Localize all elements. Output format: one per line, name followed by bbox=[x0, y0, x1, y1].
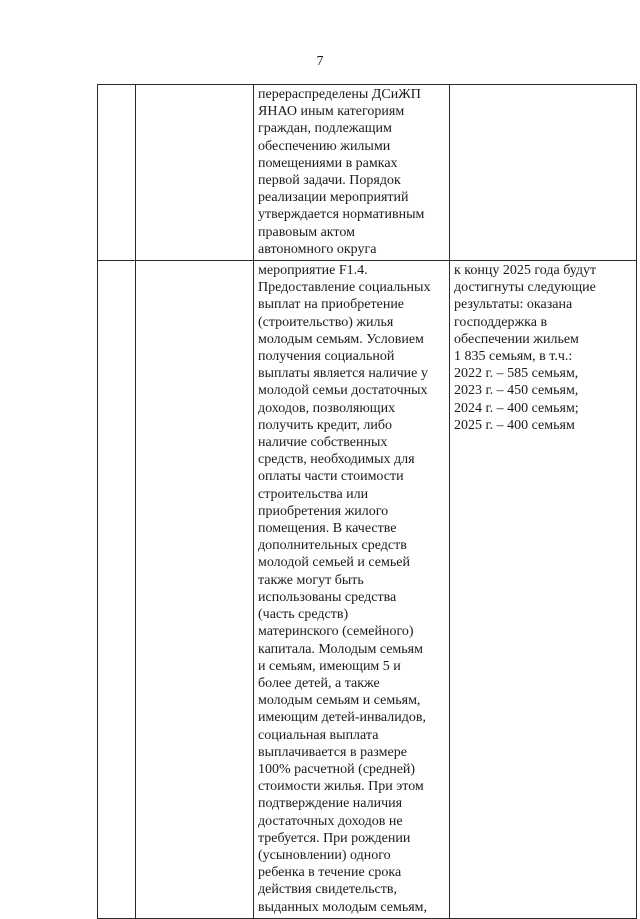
text-line: 2022 г. – 585 семьям, bbox=[454, 366, 579, 382]
text-line: утверждается нормативным bbox=[258, 207, 425, 223]
text-line: господдержка в bbox=[454, 314, 548, 330]
page-number: 7 bbox=[316, 54, 324, 69]
text-line: капитала. Молодым семьям bbox=[258, 641, 423, 657]
text-line: молодым семьям и семьям, bbox=[258, 693, 421, 709]
table-cell-number bbox=[98, 85, 136, 261]
table-cell-goal bbox=[136, 261, 254, 919]
measure-text bbox=[258, 86, 445, 258]
text-line: и семьям, имеющим 5 и bbox=[258, 658, 401, 674]
text-line: имеющим детей-инвалидов, bbox=[258, 710, 426, 726]
text-line: реализации мероприятий bbox=[258, 190, 409, 206]
table-cell-goal bbox=[136, 85, 254, 261]
table-cell-result bbox=[450, 85, 637, 261]
text-line: (строительство) жилья bbox=[258, 314, 394, 330]
text-line: выплаты является наличие у bbox=[258, 366, 428, 382]
text-line: (часть средств) bbox=[258, 607, 349, 623]
text-line: молодым семьям. Условием bbox=[258, 331, 424, 347]
text-line: 1 835 семьям, в т.ч.: bbox=[454, 349, 573, 365]
text-line: выплат на приобретение bbox=[258, 297, 405, 313]
text-line: достаточных доходов не bbox=[258, 813, 403, 829]
text-line: первой задачи. Порядок bbox=[258, 173, 401, 189]
text-line: помещения. В качестве bbox=[258, 521, 397, 537]
text-line: молодой семьей и семьей bbox=[258, 555, 410, 571]
measure-text bbox=[258, 262, 445, 916]
text-line: получить кредит, либо bbox=[258, 417, 392, 433]
text-line: ЯНАО иным категориям bbox=[258, 104, 405, 120]
text-line: 2024 г. – 400 семьям; bbox=[454, 400, 579, 416]
text-line: стоимости жилья. При этом bbox=[258, 779, 424, 795]
text-line: граждан, подлежащим bbox=[258, 121, 392, 137]
table-cell-measure bbox=[254, 85, 450, 261]
text-line: приобретения жилого bbox=[258, 503, 389, 519]
table-row bbox=[98, 85, 637, 261]
text-line: также могут быть bbox=[258, 572, 364, 588]
text-line: социальная выплата bbox=[258, 727, 379, 743]
text-line: строительства или bbox=[258, 486, 369, 502]
text-line: к концу 2025 года будут bbox=[454, 263, 597, 279]
text-line: средств, необходимых для bbox=[258, 452, 415, 468]
text-line: дополнительных средств bbox=[258, 538, 407, 554]
text-line: более детей, а также bbox=[258, 675, 380, 691]
table-cell-number bbox=[98, 261, 136, 919]
text-line: молодой семьи достаточных bbox=[258, 383, 428, 399]
text-line: наличие собственных bbox=[258, 435, 388, 451]
text-line: требуется. При рождении bbox=[258, 830, 411, 846]
text-line: обеспечении жильем bbox=[454, 331, 579, 347]
text-line: результаты: оказана bbox=[454, 297, 573, 313]
text-line: выданных молодым семьям, bbox=[258, 899, 428, 915]
table-cell-measure bbox=[254, 261, 450, 919]
text-line: (усыновлении) одного bbox=[258, 847, 391, 863]
text-line: оплаты части стоимости bbox=[258, 469, 404, 485]
text-line: помещениями в рамках bbox=[258, 155, 398, 171]
text-line: Предоставление социальных bbox=[258, 280, 431, 296]
text-line: обеспечению жилыми bbox=[258, 138, 391, 154]
document-table bbox=[97, 84, 637, 919]
result-text bbox=[454, 262, 632, 434]
text-line: использованы средства bbox=[258, 589, 397, 605]
text-line: правовым актом bbox=[258, 224, 355, 240]
text-line: 2025 г. – 400 семьям bbox=[454, 417, 575, 433]
text-line: перераспределены ДСиЖП bbox=[258, 87, 421, 102]
text-line: ребенка в течение срока bbox=[258, 865, 402, 881]
text-line: 100% расчетной (средней) bbox=[258, 761, 416, 777]
text-line: действия свидетельств, bbox=[258, 882, 398, 898]
table-cell-result bbox=[450, 261, 637, 919]
text-line: материнского (семейного) bbox=[258, 624, 414, 640]
text-line: автономного округа bbox=[258, 241, 377, 257]
text-line: доходов, позволяющих bbox=[258, 400, 396, 416]
text-line: выплачивается в размере bbox=[258, 744, 407, 760]
text-line: 2023 г. – 450 семьям, bbox=[454, 383, 579, 399]
text-line: мероприятие F1.4. bbox=[258, 263, 368, 279]
text-line: достигнуты следующие bbox=[454, 280, 596, 296]
table-row bbox=[98, 261, 637, 919]
text-line: подтверждение наличия bbox=[258, 796, 403, 812]
text-line: получения социальной bbox=[258, 349, 395, 365]
